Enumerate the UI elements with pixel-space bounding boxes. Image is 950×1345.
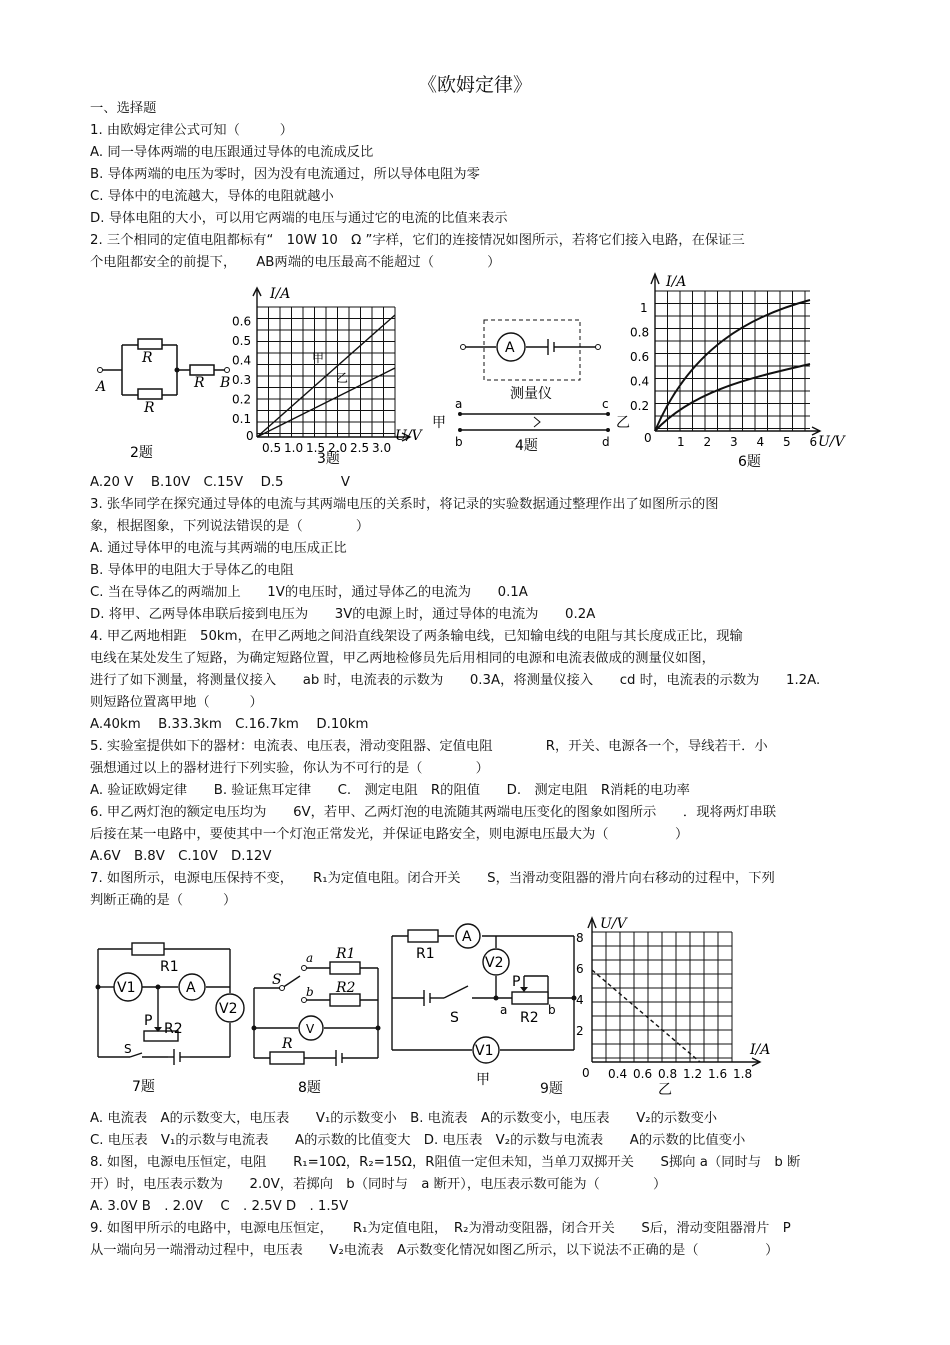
fig3-ytick: 0.6	[232, 314, 252, 329]
q3-option-b: B. 导体甲的电阻大于导体乙的电阻	[90, 563, 294, 578]
fig3-xtick: 1.0	[284, 441, 304, 455]
question-5-line1: 5. 实验室提供如下的器材：电流表、电压表，滑动变阻器、定值电阻 R，开关、电源各一个，导线若干．小	[90, 739, 768, 754]
figure-9-circuit	[388, 918, 586, 1088]
fig6-xtick: 2	[703, 435, 712, 449]
question-4-line1: 4. 甲乙两地相距 50km，在甲乙两地之间沿直线架设了两条输电线，已知输电线的电阻与其长度成正比，现输	[90, 629, 743, 644]
figure-3	[232, 282, 442, 468]
question-2-line1: 2. 三个相同的定值电阻都标有“ 10W 10 Ω ”字样，它们的连接情况如图所示，若将它们接入电路，在保证三	[90, 233, 745, 248]
fig3-xtick: 2.5	[350, 441, 370, 455]
fig2-r-right-label: R	[194, 375, 205, 391]
fig7-v1-label: V1	[117, 980, 136, 996]
figure-8	[248, 940, 393, 1100]
fig4-ammeter-label: A	[505, 340, 515, 356]
fig2-r-bottom-label: R	[144, 400, 155, 416]
figure-9-graph	[570, 912, 780, 1097]
question-3-line1: 3. 张华同学在探究通过导体的电流与其两端电压的关系时，将记录的实验数据通过整理作出了如图所示的图	[90, 497, 719, 512]
fig2-r-top-label: R	[142, 350, 153, 366]
q3-option-a: A. 通过导体甲的电流与其两端的电压成正比	[90, 541, 347, 556]
page-title: 《欧姆定律》	[417, 74, 532, 96]
fig4-yi-label: 乙	[616, 415, 630, 431]
question-4-line2: 电线在某处发生了短路，为确定短路位置，甲乙两地检修员先后用相同的电源和电流表做成的测量仪如图，	[90, 651, 715, 666]
question-6-line2: 后接在某一电路中，要使其中一个灯泡正常发光，并保证电路安全，则电源电压最大为（ ）	[90, 827, 689, 842]
question-9-line1: 9. 如图甲所示的电路中，电源电压恒定， R₁为定值电阻， R₂为滑动变阻器，闭合开关 S后，滑动变阻器滑片 P	[90, 1221, 791, 1236]
fig4-b-label: b	[455, 435, 463, 449]
section-heading: 一、选择题	[90, 101, 157, 116]
fig7-p-label: P	[144, 1013, 153, 1029]
fig6-ytick: 0.8	[630, 325, 650, 340]
fig9-origin: 0	[582, 1066, 590, 1080]
fig9-caption: 9题	[540, 1081, 563, 1097]
figure-4	[430, 312, 640, 462]
question-8-line1: 8. 如图，电源电压恒定，电阻 R₁=10Ω，R₂=15Ω，R阻值一定但未知，当单刀双掷开关 S掷向 a（同时与 b 断	[90, 1155, 801, 1170]
fig9-pa-label: a	[500, 1003, 508, 1017]
fig8-r1-label: R1	[336, 946, 356, 962]
q3-option-c: C. 当在导体乙的两端加上 1V的电压时，通过导体乙的电流为 0.1A	[90, 585, 528, 600]
fig3-origin: 0	[246, 429, 254, 443]
question-7-line1: 7. 如图所示，电源电压保持不变， R₁为定值电阻。闭合开关 S，当滑动变阻器的滑片向右移动的过程中，下列	[90, 871, 775, 886]
q4-options: A.40km B.33.3km C.16.7km D.10km	[90, 717, 369, 732]
q7-options-cd: C. 电压表 V₁的示数与电流表 A的示数的比值变大 D. 电压表 V₂的示数与电流表 A的示数的比值变小	[90, 1133, 746, 1148]
fig6-xlabel: U/V	[818, 434, 845, 450]
fig6-ytick: 0.4	[630, 374, 650, 389]
fig9-xtick: 1.2	[683, 1067, 703, 1081]
fig7-caption: 7题	[132, 1079, 155, 1095]
figure-2	[92, 325, 242, 465]
figure-7	[90, 935, 250, 1100]
fig9-ytick: 4	[576, 993, 584, 1007]
q2-options: A.20 V B.10V C.15V D.5 V	[90, 475, 351, 490]
question-2-line2: 个电阻都安全的前提下， AB两端的电压最高不能超过（ ）	[90, 255, 501, 270]
question-4-line4: 则短路位置离甲地（ ）	[90, 695, 263, 710]
fig8-r-label: R	[282, 1036, 293, 1052]
fig4-caption: 4题	[515, 438, 538, 454]
fig9-v2-label: V2	[485, 955, 504, 971]
fig6-xtick: 4	[756, 435, 765, 449]
q1-option-b: B. 导体两端的电压为零时，因为没有电流通过，所以导体电阻为零	[90, 167, 480, 182]
question-4-line3: 进行了如下测量，将测量仪接入 ab 时，电流表的示数为 0.3A，将测量仪接入 cd 时，电流表的示数为 1.2A.	[90, 673, 821, 688]
fig3-jia-label: 甲	[312, 351, 325, 365]
fig3-xlabel: U/V	[395, 428, 422, 444]
fig9-xtick: 1.8	[733, 1067, 753, 1081]
fig9-yi-label: 乙	[658, 1082, 672, 1097]
fig6-xtick: 3	[730, 435, 738, 449]
fig9-ylabel: U/V	[600, 916, 627, 932]
q1-option-a: A. 同一导体两端的电压跟通过导体的电流成反比	[90, 145, 374, 160]
fig9-xtick: 0.6	[633, 1067, 653, 1081]
fig3-caption: 3题	[317, 451, 340, 467]
fig8-b-label: b	[306, 985, 314, 999]
fig9-pb-label: b	[548, 1003, 556, 1017]
fig9-s-label: S	[450, 1010, 459, 1026]
fig8-v-label: V	[306, 1022, 315, 1036]
question-5-line2: 强想通过以上的器材进行下列实验，你认为不可行的是（ ）	[90, 761, 489, 776]
fig3-yi-label: 乙	[336, 371, 349, 385]
fig9-a-label: A	[462, 929, 472, 945]
fig3-ytick: 0.2	[232, 392, 252, 407]
fig2-b-label: B	[220, 375, 231, 391]
fig9-xtick: 0.4	[608, 1067, 628, 1081]
fig4-a-label: a	[455, 397, 463, 411]
fig6-xtick: 1	[677, 435, 685, 449]
fig2-caption: 2题	[130, 445, 153, 461]
fig9-p-label: P	[512, 974, 521, 990]
q1-option-d: D. 导体电阻的大小，可以用它两端的电压与通过它的电流的比值来表示	[90, 211, 508, 226]
fig7-s-label: S	[124, 1042, 132, 1056]
fig3-ylabel: I/A	[270, 286, 291, 302]
fig3-xtick: 2.0	[328, 441, 348, 455]
question-7-line2: 判断正确的是（ ）	[90, 893, 237, 908]
fig9-v1-label: V1	[475, 1043, 494, 1059]
question-8-line2: 开）时，电压表示数为 2.0V，若掷向 b（同时与 a 断开），电压表示数可能为（ ）	[90, 1177, 667, 1192]
fig2-a-label: A	[96, 379, 107, 395]
fig7-r1-label: R1	[160, 959, 179, 975]
fig3-ytick: 0.1	[232, 412, 252, 426]
question-1: 1. 由欧姆定律公式可知（ ）	[90, 123, 294, 138]
fig6-ytick: 1	[640, 301, 648, 315]
fig7-v2-label: V2	[219, 1001, 238, 1017]
fig6-caption: 6题	[738, 454, 761, 470]
fig6-ylabel: I/A	[666, 274, 687, 290]
fig4-c-label: c	[602, 397, 609, 411]
fig3-ytick: 0.3	[232, 373, 252, 387]
fig9-r2-label: R2	[520, 1010, 539, 1026]
fig9-xtick: 1.6	[708, 1067, 728, 1081]
fig8-a-label: a	[306, 951, 314, 965]
fig3-ytick: 0.4	[232, 353, 252, 368]
fig4-device-label: 测量仪	[510, 386, 552, 402]
fig3-xtick: 0.5	[262, 441, 282, 455]
q3-option-d: D. 将甲、乙两导体串联后接到电压为 3V的电源上时，通过导体的电流为 0.2A	[90, 607, 596, 622]
fig6-ytick: 0.2	[630, 399, 650, 413]
fig9-xtick: 0.8	[658, 1067, 678, 1081]
fig9-ytick: 8	[576, 931, 584, 945]
fig9-ytick: 2	[576, 1024, 584, 1038]
fig4-jia-label: 甲	[432, 415, 446, 431]
figure-6	[620, 268, 860, 473]
fig6-xtick: 5	[783, 435, 791, 449]
question-9-line2: 从一端向另一端滑动过程中，电压表 V₂电流表 A示数变化情况如图乙所示，以下说法不正确的是（ ）	[90, 1243, 779, 1258]
fig8-s-label: S	[272, 972, 282, 988]
fig8-caption: 8题	[298, 1080, 321, 1096]
fig7-r2-label: R2	[164, 1021, 183, 1037]
fig7-a-label: A	[186, 980, 196, 996]
q5-options: A. 验证欧姆定律 B. 验证焦耳定律 C. 测定电阻 R的阻值 D. 测定电阻 R消耗的电功率	[90, 783, 690, 798]
q1-option-c: C. 导体中的电流越大，导体的电阻就越小	[90, 189, 334, 204]
fig8-r2-label: R2	[336, 980, 356, 996]
fig3-xtick: 3.0	[372, 441, 392, 455]
fig9-r1-label: R1	[416, 946, 435, 962]
fig9-xlabel: I/A	[750, 1042, 771, 1058]
fig4-d-label: d	[602, 435, 610, 449]
fig3-ytick: 0.5	[232, 334, 252, 348]
q8-options: A. 3.0V B . 2.0V C . 2.5V D . 1.5V	[90, 1199, 349, 1214]
q7-options-ab: A. 电流表 A的示数变大，电压表 V₁的示数变小 B. 电流表 A的示数变小，电压表 V₂的示数变小	[90, 1111, 718, 1126]
question-3-line2: 象，根据图象，下列说法错误的是（ ）	[90, 519, 370, 534]
fig6-origin: 0	[644, 431, 652, 445]
fig6-xtick: 6	[809, 435, 818, 449]
fig9-ytick: 6	[576, 962, 584, 976]
fig9-jia-label: 甲	[476, 1072, 490, 1088]
question-6-line1: 6. 甲乙两灯泡的额定电压均为 6V，若甲、乙两灯泡的电流随其两端电压变化的图象如图所示 ．现将两灯串联	[90, 805, 777, 820]
fig6-ytick: 0.6	[630, 350, 650, 364]
fig3-xtick: 1.5	[306, 441, 326, 455]
q6-options: A.6V B.8V C.10V D.12V	[90, 849, 272, 864]
